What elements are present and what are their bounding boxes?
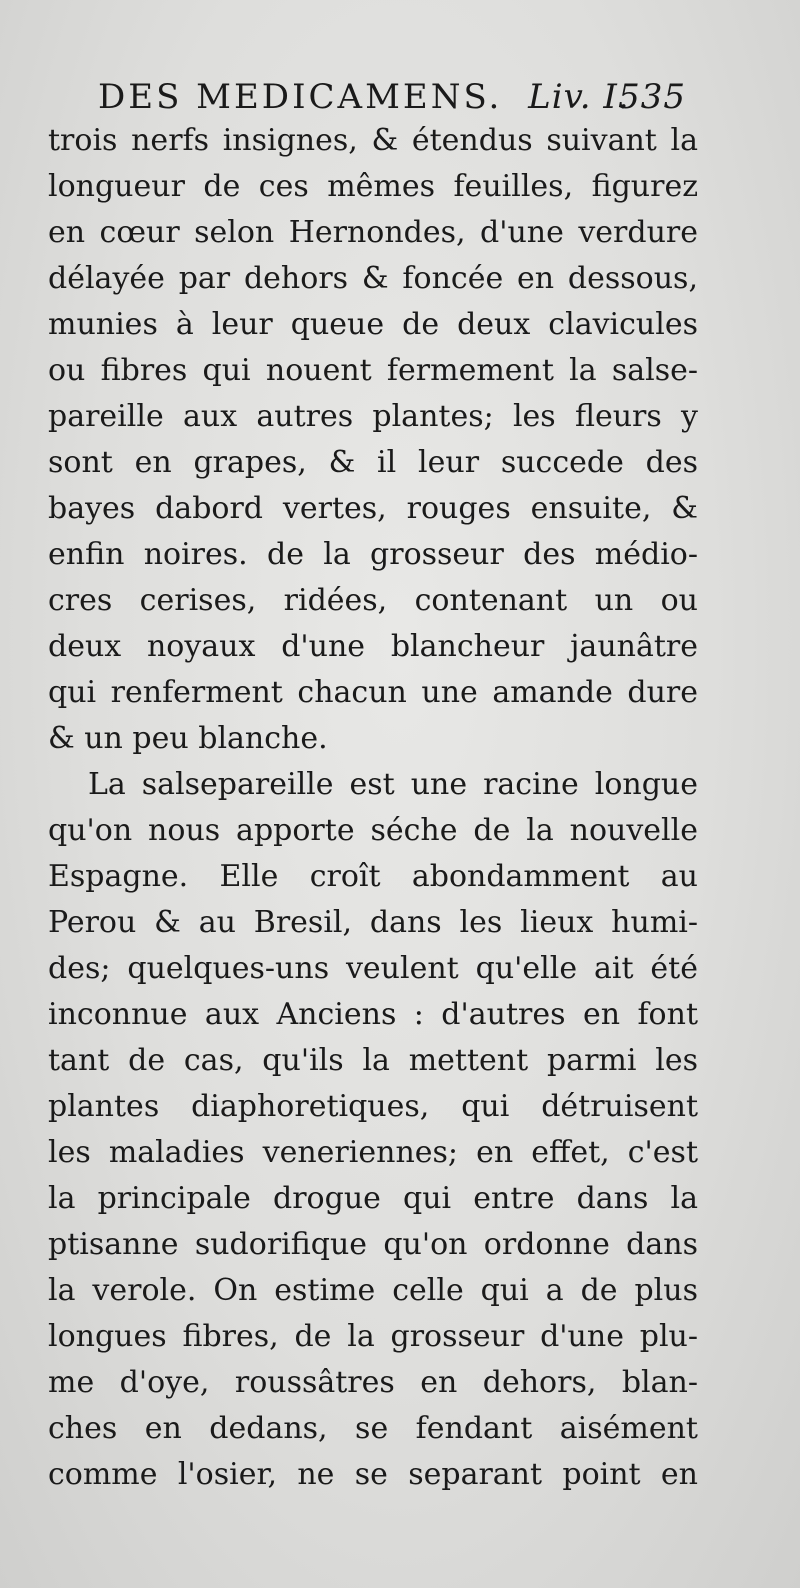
text-line: comme l'osier, ne se separant point en — [48, 1457, 698, 1492]
text-line: sont en grapes, & il leur succede des — [48, 445, 698, 480]
text-line: bayes dabord vertes, rouges ensuite, & — [48, 491, 698, 526]
page-header — [98, 72, 698, 122]
text-line: plantes diaphoretiques, qui détruisent — [48, 1089, 698, 1124]
text-line: la principale drogue qui entre dans la — [48, 1181, 698, 1216]
paragraph-1 — [48, 118, 698, 762]
text-line: ches en dedans, se fendant aisément — [48, 1411, 698, 1446]
text-line: des; quelques-uns veulent qu'elle ait été — [48, 951, 698, 986]
text-line: délayée par dehors & foncée en dessous, — [48, 261, 698, 296]
page-number: 535 — [618, 77, 686, 117]
paragraph-2 — [48, 762, 698, 1498]
text-line: inconnue aux Anciens : d'autres en font — [48, 997, 698, 1032]
text-line: trois nerfs insignes, & étendus suivant la — [48, 123, 698, 158]
text-line: les maladies veneriennes; en effet, c'est — [48, 1135, 698, 1170]
text-line: qu'on nous apporte séche de la nouvelle — [48, 813, 698, 848]
text-line: longueur de ces mêmes feuilles, figurez — [48, 169, 698, 204]
text-line: deux noyaux d'une blancheur jaunâtre — [48, 629, 698, 664]
text-line: tant de cas, qu'ils la mettent parmi les — [48, 1043, 698, 1078]
text-line: Perou & au Bresil, dans les lieux humi- — [48, 905, 698, 940]
text-line: la verole. On estime celle qui a de plus — [48, 1273, 698, 1308]
running-head: DES MEDICAMENS. — [98, 77, 503, 117]
text-line: enfin noires. de la grosseur des médio- — [48, 537, 698, 572]
text-line: La salsepareille est une racine longue — [88, 767, 698, 802]
text-line: munies à leur queue de deux clavicules — [48, 307, 698, 342]
text-line: ou fibres qui nouent fermement la salse- — [48, 353, 698, 388]
text-line: longues fibres, de la grosseur d'une plu- — [48, 1319, 698, 1354]
body-text — [48, 118, 698, 1498]
text-line: Espagne. Elle croît abondamment au — [48, 859, 698, 894]
text-line: & un peu blanche. — [48, 721, 328, 756]
text-line: me d'oye, roussâtres en dehors, blan- — [48, 1365, 698, 1400]
text-line: ptisanne sudorifique qu'on ordonne dans — [48, 1227, 698, 1262]
book-reference: Liv. I. — [528, 77, 630, 117]
text-line: en cœur selon Hernondes, d'une verdure — [48, 215, 698, 250]
text-line: cres cerises, ridées, contenant un ou — [48, 583, 698, 618]
text-line: qui renferment chacun une amande dure — [48, 675, 698, 710]
text-line: pareille aux autres plantes; les fleurs y — [48, 399, 698, 434]
